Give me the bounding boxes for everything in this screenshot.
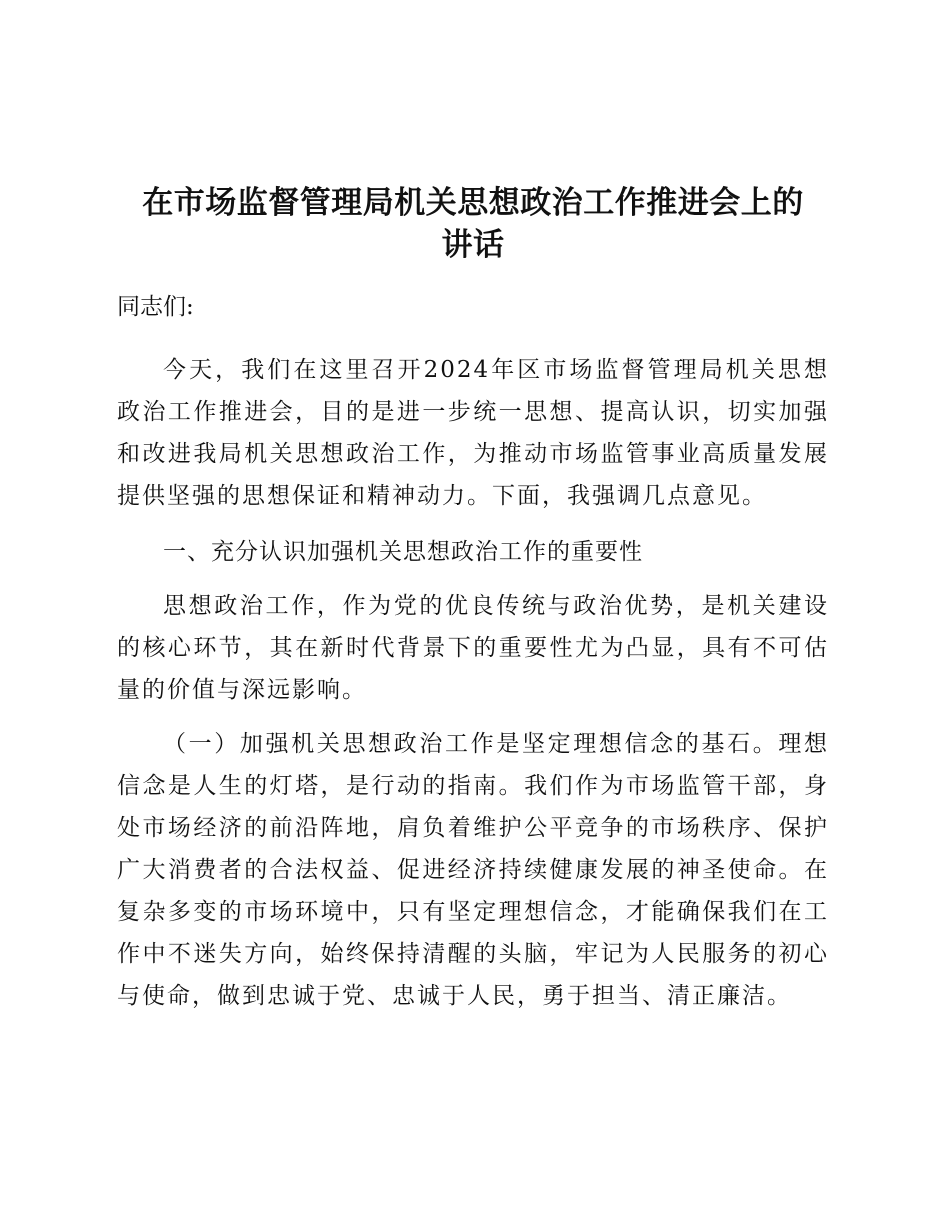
paragraph-importance: 思想政治工作，作为党的优良传统与政治优势，是机关建设的核心环节，其在新时代背景下的重要性尤为凸显，具有不可估量的价值与深远影响。 xyxy=(117,593,829,703)
salutation: 同志们: xyxy=(117,294,194,320)
title-line-2: 讲话 xyxy=(441,227,505,263)
document-title xyxy=(117,182,829,266)
section-heading-1: 一、充分认识加强机关思想政治工作的重要性 xyxy=(163,539,643,565)
document-body xyxy=(117,182,829,1017)
title-line-1: 在市场监督管理局机关思想政治工作推进会上的 xyxy=(142,185,804,221)
paragraph-subsection-1: （一）加强机关思想政治工作是坚定理想信念的基石。理想信念是人生的灯塔，是行动的指南。我们作为市场监管干部，身处市场经济的前沿阵地，肩负着维护公平竞争的市场秩序、保护广大消费者的合法权益、促进经济持续健康发展的神圣使命。在复杂多变的市场环境中，只有坚定理想信念，才能确保我们在工作中不迷失方向，始终保持清醒的头脑，牢记为人民服务的初心与使命，做到忠诚于党、忠诚于人民，勇于担当、清正廉洁。 xyxy=(117,731,829,1009)
paragraph-intro: 今天，我们在这里召开2024年区市场监督管理局机关思想政治工作推进会，目的是进一步统一思想、提高认识，切实加强和改进我局机关思想政治工作，为推动市场监管事业高质量发展提供坚强的思想保证和精神动力。下面，我强调几点意见。 xyxy=(117,357,829,509)
